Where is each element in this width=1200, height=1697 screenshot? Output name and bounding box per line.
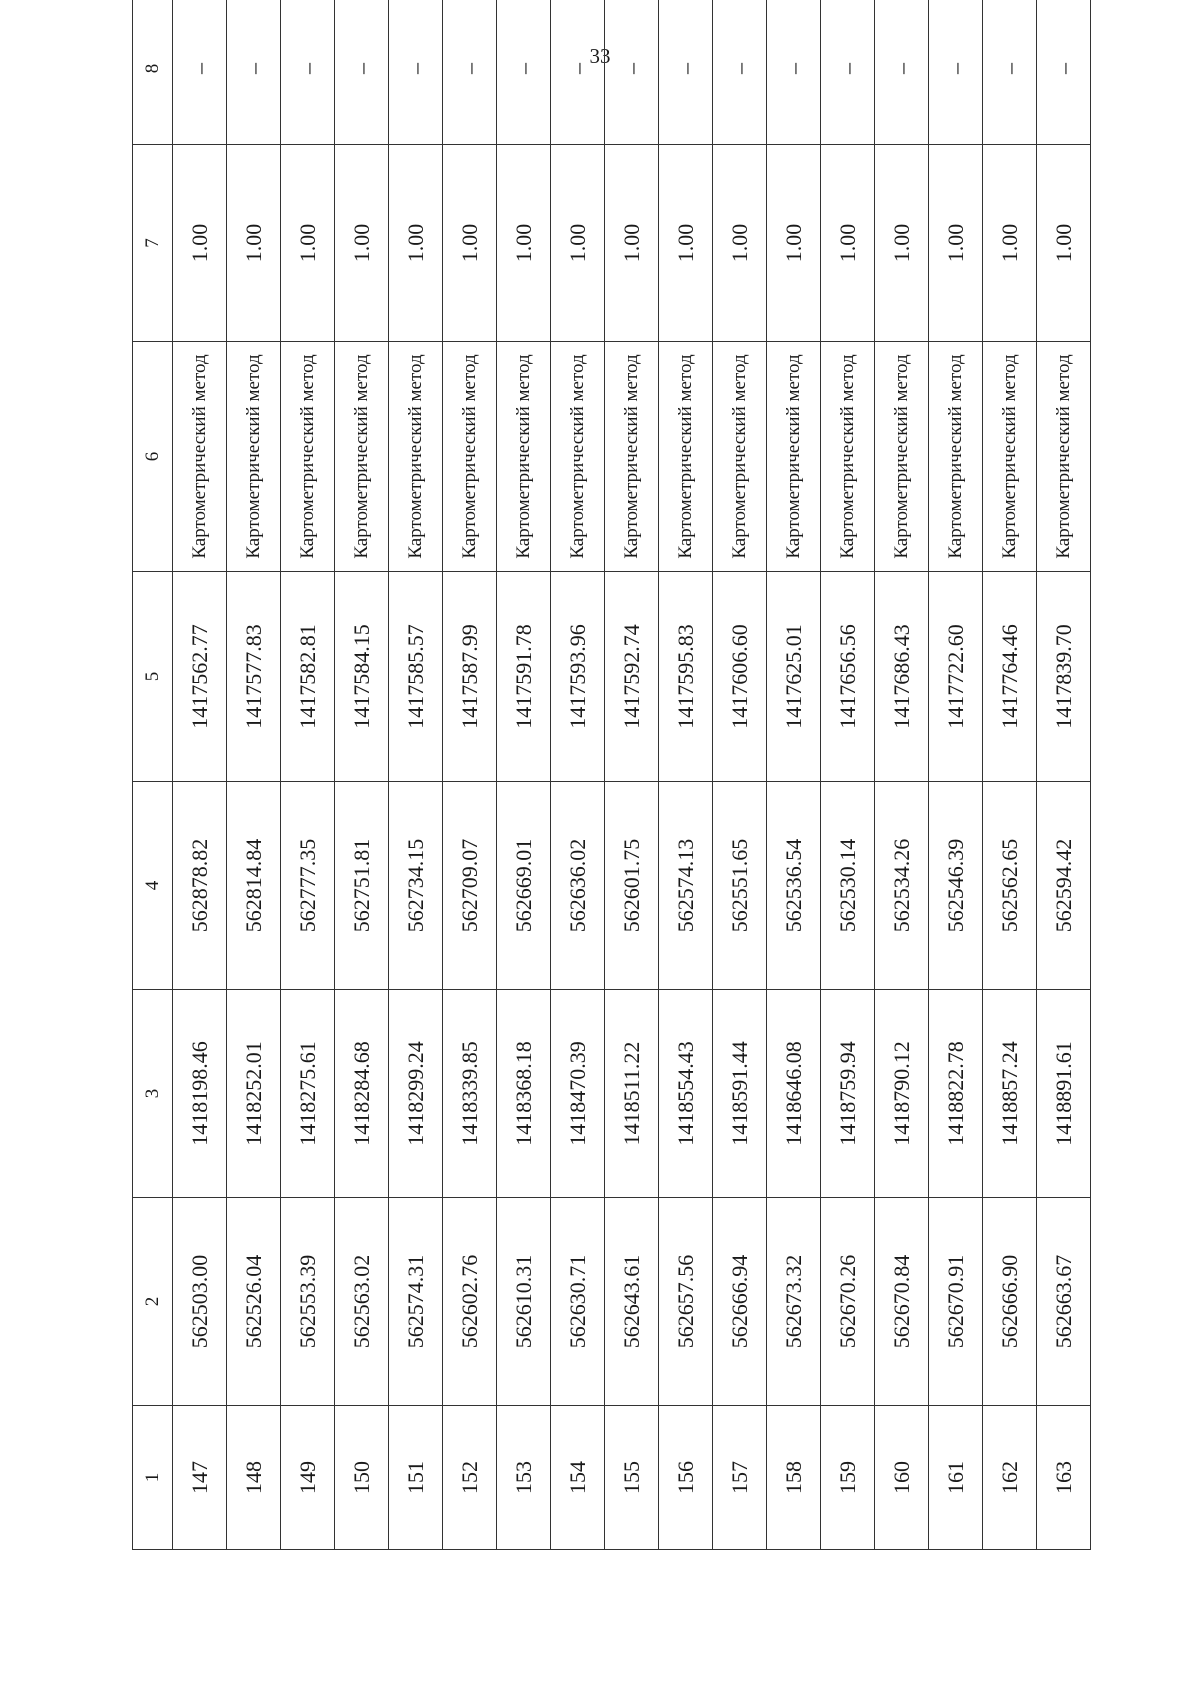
cell-accuracy: 1.00 (659, 145, 713, 342)
rotated-table-wrapper (132, 63, 1084, 1550)
cell-method: Картометрический метод (335, 342, 389, 572)
cell-note: – (605, 0, 659, 145)
cell-method: Картометрический метод (767, 342, 821, 572)
cell-y2-coordinate: 1417582.81 (281, 572, 335, 782)
cell-accuracy: 1.00 (983, 145, 1037, 342)
table-row (821, 0, 875, 1550)
cell-note: – (227, 0, 281, 145)
cell-y1-coordinate: 1418759.94 (821, 990, 875, 1198)
cell-point-number: 147 (173, 1406, 227, 1550)
cell-y1-coordinate: 1418299.24 (389, 990, 443, 1198)
cell-x2-coordinate: 562546.39 (929, 782, 983, 990)
cell-point-number: 159 (821, 1406, 875, 1550)
cell-y2-coordinate: 1417839.70 (1037, 572, 1091, 782)
cell-note: – (929, 0, 983, 145)
cell-method: Картометрический метод (551, 342, 605, 572)
table-row (605, 0, 659, 1550)
table-row (875, 0, 929, 1550)
column-header-x2-coordinate: 4 (133, 782, 173, 990)
cell-y2-coordinate: 1417584.15 (335, 572, 389, 782)
cell-y2-coordinate: 1417587.99 (443, 572, 497, 782)
column-header-x1-coordinate: 2 (133, 1198, 173, 1406)
page-number: 33 (589, 44, 611, 68)
cell-accuracy: 1.00 (281, 145, 335, 342)
cell-y2-coordinate: 1417722.60 (929, 572, 983, 782)
cell-point-number: 163 (1037, 1406, 1091, 1550)
cell-x1-coordinate: 562563.02 (335, 1198, 389, 1406)
coordinates-table (132, 0, 1091, 1550)
cell-y2-coordinate: 1417593.96 (551, 572, 605, 782)
cell-x2-coordinate: 562814.84 (227, 782, 281, 990)
cell-point-number: 153 (497, 1406, 551, 1550)
cell-note: – (497, 0, 551, 145)
cell-point-number: 149 (281, 1406, 335, 1550)
cell-x2-coordinate: 562551.65 (713, 782, 767, 990)
cell-y1-coordinate: 1418857.24 (983, 990, 1037, 1198)
cell-y2-coordinate: 1417764.46 (983, 572, 1037, 782)
cell-x2-coordinate: 562536.54 (767, 782, 821, 990)
cell-method: Картометрический метод (227, 342, 281, 572)
cell-note: – (173, 0, 227, 145)
cell-accuracy: 1.00 (821, 145, 875, 342)
cell-accuracy: 1.00 (875, 145, 929, 342)
cell-y1-coordinate: 1418339.85 (443, 990, 497, 1198)
cell-x2-coordinate: 562530.14 (821, 782, 875, 990)
table-row (281, 0, 335, 1550)
cell-x2-coordinate: 562534.26 (875, 782, 929, 990)
cell-accuracy: 1.00 (767, 145, 821, 342)
cell-x1-coordinate: 562630.71 (551, 1198, 605, 1406)
cell-y2-coordinate: 1417656.56 (821, 572, 875, 782)
cell-method: Картометрический метод (983, 342, 1037, 572)
table-row (227, 0, 281, 1550)
column-header-note: 8 (133, 0, 173, 145)
cell-point-number: 160 (875, 1406, 929, 1550)
cell-x1-coordinate: 562503.00 (173, 1198, 227, 1406)
cell-note: – (659, 0, 713, 145)
cell-x2-coordinate: 562669.01 (497, 782, 551, 990)
cell-accuracy: 1.00 (389, 145, 443, 342)
cell-method: Картометрический метод (875, 342, 929, 572)
cell-accuracy: 1.00 (929, 145, 983, 342)
table-row (335, 0, 389, 1550)
cell-accuracy: 1.00 (173, 145, 227, 342)
cell-x2-coordinate: 562878.82 (173, 782, 227, 990)
cell-method: Картометрический метод (389, 342, 443, 572)
cell-y2-coordinate: 1417591.78 (497, 572, 551, 782)
cell-y2-coordinate: 1417592.74 (605, 572, 659, 782)
cell-x2-coordinate: 562734.15 (389, 782, 443, 990)
cell-y2-coordinate: 1417585.57 (389, 572, 443, 782)
table-row (551, 0, 605, 1550)
table-row (929, 0, 983, 1550)
cell-accuracy: 1.00 (443, 145, 497, 342)
cell-x1-coordinate: 562610.31 (497, 1198, 551, 1406)
cell-point-number: 154 (551, 1406, 605, 1550)
cell-note: – (551, 0, 605, 145)
cell-x1-coordinate: 562663.67 (1037, 1198, 1091, 1406)
cell-y1-coordinate: 1418368.18 (497, 990, 551, 1198)
cell-note: – (875, 0, 929, 145)
cell-y1-coordinate: 1418198.46 (173, 990, 227, 1198)
cell-y1-coordinate: 1418822.78 (929, 990, 983, 1198)
cell-note: – (443, 0, 497, 145)
cell-y1-coordinate: 1418252.01 (227, 990, 281, 1198)
table-row (1037, 0, 1091, 1550)
cell-y1-coordinate: 1418891.61 (1037, 990, 1091, 1198)
cell-y2-coordinate: 1417606.60 (713, 572, 767, 782)
cell-point-number: 155 (605, 1406, 659, 1550)
table-header-row (133, 0, 173, 1550)
cell-point-number: 152 (443, 1406, 497, 1550)
cell-x2-coordinate: 562636.02 (551, 782, 605, 990)
cell-accuracy: 1.00 (551, 145, 605, 342)
cell-y1-coordinate: 1418275.61 (281, 990, 335, 1198)
cell-note: – (281, 0, 335, 145)
cell-note: – (767, 0, 821, 145)
table-row (659, 0, 713, 1550)
cell-y1-coordinate: 1418284.68 (335, 990, 389, 1198)
cell-y2-coordinate: 1417625.01 (767, 572, 821, 782)
table-row (983, 0, 1037, 1550)
cell-x1-coordinate: 562602.76 (443, 1198, 497, 1406)
cell-accuracy: 1.00 (1037, 145, 1091, 342)
cell-y2-coordinate: 1417686.43 (875, 572, 929, 782)
column-header-method: 6 (133, 342, 173, 572)
cell-x1-coordinate: 562666.94 (713, 1198, 767, 1406)
column-header-y2-coordinate: 5 (133, 572, 173, 782)
cell-y1-coordinate: 1418790.12 (875, 990, 929, 1198)
cell-accuracy: 1.00 (713, 145, 767, 342)
cell-accuracy: 1.00 (497, 145, 551, 342)
cell-x1-coordinate: 562670.91 (929, 1198, 983, 1406)
cell-x2-coordinate: 562574.13 (659, 782, 713, 990)
cell-x2-coordinate: 562709.07 (443, 782, 497, 990)
cell-method: Картометрический метод (1037, 342, 1091, 572)
cell-point-number: 148 (227, 1406, 281, 1550)
cell-x2-coordinate: 562594.42 (1037, 782, 1091, 990)
cell-x1-coordinate: 562670.84 (875, 1198, 929, 1406)
cell-y1-coordinate: 1418554.43 (659, 990, 713, 1198)
cell-method: Картометрический метод (173, 342, 227, 572)
table-row (443, 0, 497, 1550)
column-header-y1-coordinate: 3 (133, 990, 173, 1198)
cell-x1-coordinate: 562666.90 (983, 1198, 1037, 1406)
column-header-point-number: 1 (133, 1406, 173, 1550)
cell-method: Картометрический метод (443, 342, 497, 572)
coordinates-table-frame (132, 63, 1084, 1550)
cell-method: Картометрический метод (281, 342, 335, 572)
cell-x1-coordinate: 562574.31 (389, 1198, 443, 1406)
cell-accuracy: 1.00 (335, 145, 389, 342)
cell-x2-coordinate: 562562.65 (983, 782, 1037, 990)
cell-x2-coordinate: 562777.35 (281, 782, 335, 990)
cell-x2-coordinate: 562601.75 (605, 782, 659, 990)
cell-note: – (389, 0, 443, 145)
cell-method: Картометрический метод (497, 342, 551, 572)
cell-point-number: 156 (659, 1406, 713, 1550)
cell-y2-coordinate: 1417562.77 (173, 572, 227, 782)
cell-x1-coordinate: 562673.32 (767, 1198, 821, 1406)
cell-note: – (713, 0, 767, 145)
cell-y1-coordinate: 1418470.39 (551, 990, 605, 1198)
cell-method: Картометрический метод (605, 342, 659, 572)
cell-x1-coordinate: 562670.26 (821, 1198, 875, 1406)
cell-y1-coordinate: 1418591.44 (713, 990, 767, 1198)
table-row (713, 0, 767, 1550)
cell-accuracy: 1.00 (227, 145, 281, 342)
cell-point-number: 161 (929, 1406, 983, 1550)
table-row (497, 0, 551, 1550)
cell-point-number: 151 (389, 1406, 443, 1550)
cell-x1-coordinate: 562643.61 (605, 1198, 659, 1406)
cell-y1-coordinate: 1418646.08 (767, 990, 821, 1198)
cell-note: – (821, 0, 875, 145)
cell-y2-coordinate: 1417577.83 (227, 572, 281, 782)
cell-accuracy: 1.00 (605, 145, 659, 342)
cell-note: – (983, 0, 1037, 145)
cell-x1-coordinate: 562526.04 (227, 1198, 281, 1406)
cell-method: Картометрический метод (659, 342, 713, 572)
cell-method: Картометрический метод (713, 342, 767, 572)
table-row (767, 0, 821, 1550)
cell-point-number: 157 (713, 1406, 767, 1550)
cell-point-number: 150 (335, 1406, 389, 1550)
cell-x2-coordinate: 562751.81 (335, 782, 389, 990)
cell-x1-coordinate: 562657.56 (659, 1198, 713, 1406)
cell-y1-coordinate: 1418511.22 (605, 990, 659, 1198)
table-row (389, 0, 443, 1550)
cell-method: Картометрический метод (821, 342, 875, 572)
column-header-accuracy: 7 (133, 145, 173, 342)
cell-note: – (1037, 0, 1091, 145)
table-row (173, 0, 227, 1550)
cell-point-number: 162 (983, 1406, 1037, 1550)
cell-x1-coordinate: 562553.39 (281, 1198, 335, 1406)
cell-point-number: 158 (767, 1406, 821, 1550)
cell-y2-coordinate: 1417595.83 (659, 572, 713, 782)
cell-method: Картометрический метод (929, 342, 983, 572)
cell-note: – (335, 0, 389, 145)
